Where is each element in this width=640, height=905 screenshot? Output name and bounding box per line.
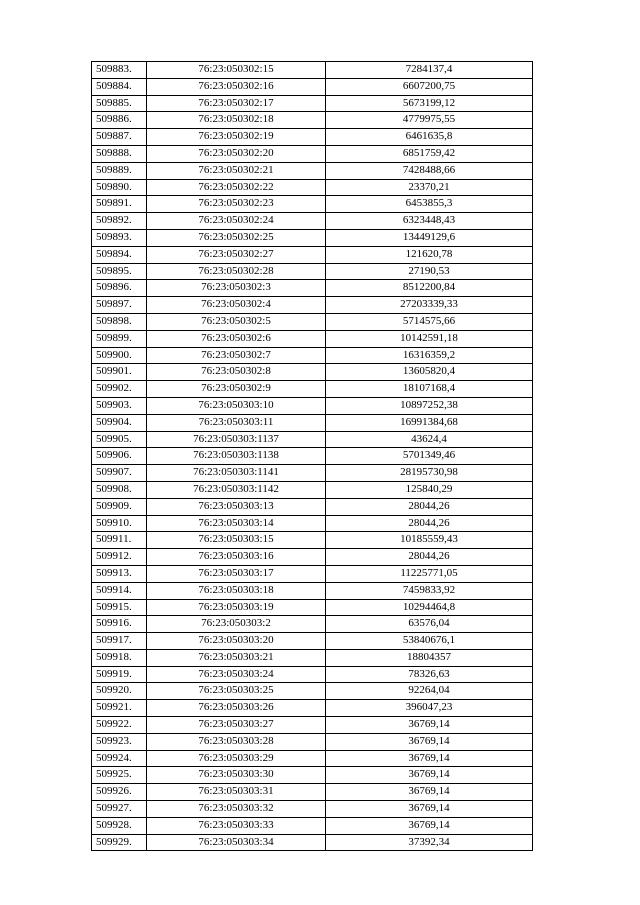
value-cell: 13605820,4 bbox=[326, 364, 533, 381]
value-cell: 5673199,12 bbox=[326, 95, 533, 112]
row-number-cell: 509909. bbox=[92, 498, 147, 515]
value-cell: 16316359,2 bbox=[326, 347, 533, 364]
row-number-cell: 509900. bbox=[92, 347, 147, 364]
row-number-cell: 509891. bbox=[92, 196, 147, 213]
value-cell: 16991384,68 bbox=[326, 414, 533, 431]
value-cell: 27203339,33 bbox=[326, 297, 533, 314]
value-cell: 6323448,43 bbox=[326, 213, 533, 230]
table-row bbox=[92, 78, 533, 95]
cadastral-number-cell: 76:23:050303:1138 bbox=[147, 448, 326, 465]
row-number-cell: 509898. bbox=[92, 313, 147, 330]
cadastral-number-cell: 76:23:050303:29 bbox=[147, 750, 326, 767]
cadastral-number-cell: 76:23:050303:27 bbox=[147, 717, 326, 734]
value-cell: 18804357 bbox=[326, 649, 533, 666]
table-row bbox=[92, 347, 533, 364]
table-row bbox=[92, 565, 533, 582]
value-cell: 53840676,1 bbox=[326, 633, 533, 650]
table-row bbox=[92, 582, 533, 599]
row-number-cell: 509917. bbox=[92, 633, 147, 650]
cadastral-number-cell: 76:23:050302:9 bbox=[147, 381, 326, 398]
cadastral-number-cell: 76:23:050303:15 bbox=[147, 532, 326, 549]
value-cell: 5701349,46 bbox=[326, 448, 533, 465]
cadastral-number-cell: 76:23:050303:19 bbox=[147, 599, 326, 616]
row-number-cell: 509890. bbox=[92, 179, 147, 196]
row-number-cell: 509918. bbox=[92, 649, 147, 666]
value-cell: 13449129,6 bbox=[326, 229, 533, 246]
row-number-cell: 509912. bbox=[92, 549, 147, 566]
row-number-cell: 509922. bbox=[92, 717, 147, 734]
table-row bbox=[92, 263, 533, 280]
row-number-cell: 509896. bbox=[92, 280, 147, 297]
row-number-cell: 509902. bbox=[92, 381, 147, 398]
row-number-cell: 509923. bbox=[92, 733, 147, 750]
cadastral-number-cell: 76:23:050302:24 bbox=[147, 213, 326, 230]
value-cell: 27190,53 bbox=[326, 263, 533, 280]
cadastral-number-cell: 76:23:050302:22 bbox=[147, 179, 326, 196]
cadastral-number-cell: 76:23:050302:6 bbox=[147, 330, 326, 347]
table-row bbox=[92, 62, 533, 79]
row-number-cell: 509884. bbox=[92, 78, 147, 95]
cadastral-number-cell: 76:23:050303:17 bbox=[147, 565, 326, 582]
cadastral-number-cell: 76:23:050303:28 bbox=[147, 733, 326, 750]
table-row bbox=[92, 599, 533, 616]
cadastral-number-cell: 76:23:050303:33 bbox=[147, 817, 326, 834]
value-cell: 10142591,18 bbox=[326, 330, 533, 347]
row-number-cell: 509921. bbox=[92, 700, 147, 717]
table-row bbox=[92, 683, 533, 700]
table-row bbox=[92, 196, 533, 213]
table-row bbox=[92, 834, 533, 851]
row-number-cell: 509905. bbox=[92, 431, 147, 448]
row-number-cell: 509892. bbox=[92, 213, 147, 230]
value-cell: 7428488,66 bbox=[326, 162, 533, 179]
row-number-cell: 509914. bbox=[92, 582, 147, 599]
cadastral-number-cell: 76:23:050303:20 bbox=[147, 633, 326, 650]
value-cell: 63576,04 bbox=[326, 616, 533, 633]
cadastral-number-cell: 76:23:050302:23 bbox=[147, 196, 326, 213]
row-number-cell: 509907. bbox=[92, 465, 147, 482]
cadastral-number-cell: 76:23:050303:34 bbox=[147, 834, 326, 851]
cadastral-number-cell: 76:23:050303:32 bbox=[147, 801, 326, 818]
table-row bbox=[92, 297, 533, 314]
row-number-cell: 509901. bbox=[92, 364, 147, 381]
value-cell: 23370,21 bbox=[326, 179, 533, 196]
table-row bbox=[92, 397, 533, 414]
row-number-cell: 509904. bbox=[92, 414, 147, 431]
row-number-cell: 509911. bbox=[92, 532, 147, 549]
cadastral-number-cell: 76:23:050302:27 bbox=[147, 246, 326, 263]
cadastral-number-cell: 76:23:050302:20 bbox=[147, 145, 326, 162]
row-number-cell: 509925. bbox=[92, 767, 147, 784]
value-cell: 8512200,84 bbox=[326, 280, 533, 297]
cadastral-number-cell: 76:23:050303:24 bbox=[147, 666, 326, 683]
value-cell: 28044,26 bbox=[326, 549, 533, 566]
table-row bbox=[92, 431, 533, 448]
value-cell: 28195730,98 bbox=[326, 465, 533, 482]
table-row bbox=[92, 717, 533, 734]
cadastral-number-cell: 76:23:050303:10 bbox=[147, 397, 326, 414]
row-number-cell: 509893. bbox=[92, 229, 147, 246]
table-row bbox=[92, 465, 533, 482]
value-cell: 10897252,38 bbox=[326, 397, 533, 414]
row-number-cell: 509929. bbox=[92, 834, 147, 851]
row-number-cell: 509913. bbox=[92, 565, 147, 582]
value-cell: 7459833,92 bbox=[326, 582, 533, 599]
table-row bbox=[92, 700, 533, 717]
value-cell: 10294464,8 bbox=[326, 599, 533, 616]
value-cell: 36769,14 bbox=[326, 817, 533, 834]
row-number-cell: 509926. bbox=[92, 784, 147, 801]
value-cell: 6607200,75 bbox=[326, 78, 533, 95]
cadastral-number-cell: 76:23:050303:31 bbox=[147, 784, 326, 801]
row-number-cell: 509906. bbox=[92, 448, 147, 465]
row-number-cell: 509915. bbox=[92, 599, 147, 616]
table-row bbox=[92, 213, 533, 230]
table-row bbox=[92, 313, 533, 330]
cadastral-number-cell: 76:23:050302:17 bbox=[147, 95, 326, 112]
table-row bbox=[92, 515, 533, 532]
row-number-cell: 509885. bbox=[92, 95, 147, 112]
cadastral-number-cell: 76:23:050303:25 bbox=[147, 683, 326, 700]
table-row bbox=[92, 616, 533, 633]
row-number-cell: 509928. bbox=[92, 817, 147, 834]
value-cell: 5714575,66 bbox=[326, 313, 533, 330]
cadastral-number-cell: 76:23:050302:4 bbox=[147, 297, 326, 314]
value-cell: 6851759,42 bbox=[326, 145, 533, 162]
row-number-cell: 509894. bbox=[92, 246, 147, 263]
cadastral-number-cell: 76:23:050302:3 bbox=[147, 280, 326, 297]
value-cell: 121620,78 bbox=[326, 246, 533, 263]
cadastral-number-cell: 76:23:050303:11 bbox=[147, 414, 326, 431]
document-table-container bbox=[91, 61, 531, 851]
value-cell: 10185559,43 bbox=[326, 532, 533, 549]
table-row bbox=[92, 784, 533, 801]
row-number-cell: 509903. bbox=[92, 397, 147, 414]
cadastral-number-cell: 76:23:050302:25 bbox=[147, 229, 326, 246]
row-number-cell: 509908. bbox=[92, 481, 147, 498]
table-row bbox=[92, 750, 533, 767]
value-cell: 36769,14 bbox=[326, 801, 533, 818]
cadastral-number-cell: 76:23:050302:28 bbox=[147, 263, 326, 280]
value-cell: 36769,14 bbox=[326, 750, 533, 767]
cadastral-number-cell: 76:23:050302:15 bbox=[147, 62, 326, 79]
cadastral-number-cell: 76:23:050303:1141 bbox=[147, 465, 326, 482]
table-row bbox=[92, 145, 533, 162]
value-cell: 28044,26 bbox=[326, 498, 533, 515]
row-number-cell: 509920. bbox=[92, 683, 147, 700]
row-number-cell: 509887. bbox=[92, 129, 147, 146]
cadastral-number-cell: 76:23:050302:18 bbox=[147, 112, 326, 129]
value-cell: 28044,26 bbox=[326, 515, 533, 532]
row-number-cell: 509927. bbox=[92, 801, 147, 818]
table-row bbox=[92, 767, 533, 784]
row-number-cell: 509897. bbox=[92, 297, 147, 314]
value-cell: 37392,34 bbox=[326, 834, 533, 851]
cadastral-number-cell: 76:23:050303:26 bbox=[147, 700, 326, 717]
value-cell: 36769,14 bbox=[326, 717, 533, 734]
table-body bbox=[92, 62, 533, 851]
cadastral-number-cell: 76:23:050302:7 bbox=[147, 347, 326, 364]
table-row bbox=[92, 179, 533, 196]
value-cell: 125840,29 bbox=[326, 481, 533, 498]
table-row bbox=[92, 112, 533, 129]
value-cell: 78326,63 bbox=[326, 666, 533, 683]
cadastral-number-cell: 76:23:050303:21 bbox=[147, 649, 326, 666]
table-row bbox=[92, 733, 533, 750]
table-row bbox=[92, 666, 533, 683]
value-cell: 36769,14 bbox=[326, 733, 533, 750]
table-row bbox=[92, 162, 533, 179]
cadastral-number-cell: 76:23:050303:2 bbox=[147, 616, 326, 633]
value-cell: 43624,4 bbox=[326, 431, 533, 448]
cadastral-value-table bbox=[91, 61, 533, 851]
row-number-cell: 509895. bbox=[92, 263, 147, 280]
value-cell: 396047,23 bbox=[326, 700, 533, 717]
row-number-cell: 509886. bbox=[92, 112, 147, 129]
cadastral-number-cell: 76:23:050302:19 bbox=[147, 129, 326, 146]
value-cell: 92264,04 bbox=[326, 683, 533, 700]
table-row bbox=[92, 448, 533, 465]
table-row bbox=[92, 364, 533, 381]
table-row bbox=[92, 498, 533, 515]
cadastral-number-cell: 76:23:050303:16 bbox=[147, 549, 326, 566]
value-cell: 6453855,3 bbox=[326, 196, 533, 213]
cadastral-number-cell: 76:23:050302:8 bbox=[147, 364, 326, 381]
cadastral-number-cell: 76:23:050303:14 bbox=[147, 515, 326, 532]
value-cell: 18107168,4 bbox=[326, 381, 533, 398]
table-row bbox=[92, 414, 533, 431]
cadastral-number-cell: 76:23:050302:5 bbox=[147, 313, 326, 330]
row-number-cell: 509924. bbox=[92, 750, 147, 767]
value-cell: 36769,14 bbox=[326, 784, 533, 801]
value-cell: 36769,14 bbox=[326, 767, 533, 784]
cadastral-number-cell: 76:23:050302:21 bbox=[147, 162, 326, 179]
table-row bbox=[92, 229, 533, 246]
cadastral-number-cell: 76:23:050303:1142 bbox=[147, 481, 326, 498]
value-cell: 6461635,8 bbox=[326, 129, 533, 146]
table-row bbox=[92, 95, 533, 112]
value-cell: 7284137,4 bbox=[326, 62, 533, 79]
cadastral-number-cell: 76:23:050303:18 bbox=[147, 582, 326, 599]
value-cell: 4779975,55 bbox=[326, 112, 533, 129]
table-row bbox=[92, 129, 533, 146]
cadastral-number-cell: 76:23:050302:16 bbox=[147, 78, 326, 95]
table-row bbox=[92, 246, 533, 263]
table-row bbox=[92, 330, 533, 347]
table-row bbox=[92, 801, 533, 818]
row-number-cell: 509889. bbox=[92, 162, 147, 179]
row-number-cell: 509916. bbox=[92, 616, 147, 633]
table-row bbox=[92, 381, 533, 398]
row-number-cell: 509919. bbox=[92, 666, 147, 683]
row-number-cell: 509910. bbox=[92, 515, 147, 532]
cadastral-number-cell: 76:23:050303:13 bbox=[147, 498, 326, 515]
cadastral-number-cell: 76:23:050303:30 bbox=[147, 767, 326, 784]
table-row bbox=[92, 633, 533, 650]
table-row bbox=[92, 817, 533, 834]
table-row bbox=[92, 481, 533, 498]
row-number-cell: 509883. bbox=[92, 62, 147, 79]
table-row bbox=[92, 549, 533, 566]
table-row bbox=[92, 532, 533, 549]
row-number-cell: 509888. bbox=[92, 145, 147, 162]
row-number-cell: 509899. bbox=[92, 330, 147, 347]
table-row bbox=[92, 280, 533, 297]
cadastral-number-cell: 76:23:050303:1137 bbox=[147, 431, 326, 448]
value-cell: 11225771,05 bbox=[326, 565, 533, 582]
table-row bbox=[92, 649, 533, 666]
